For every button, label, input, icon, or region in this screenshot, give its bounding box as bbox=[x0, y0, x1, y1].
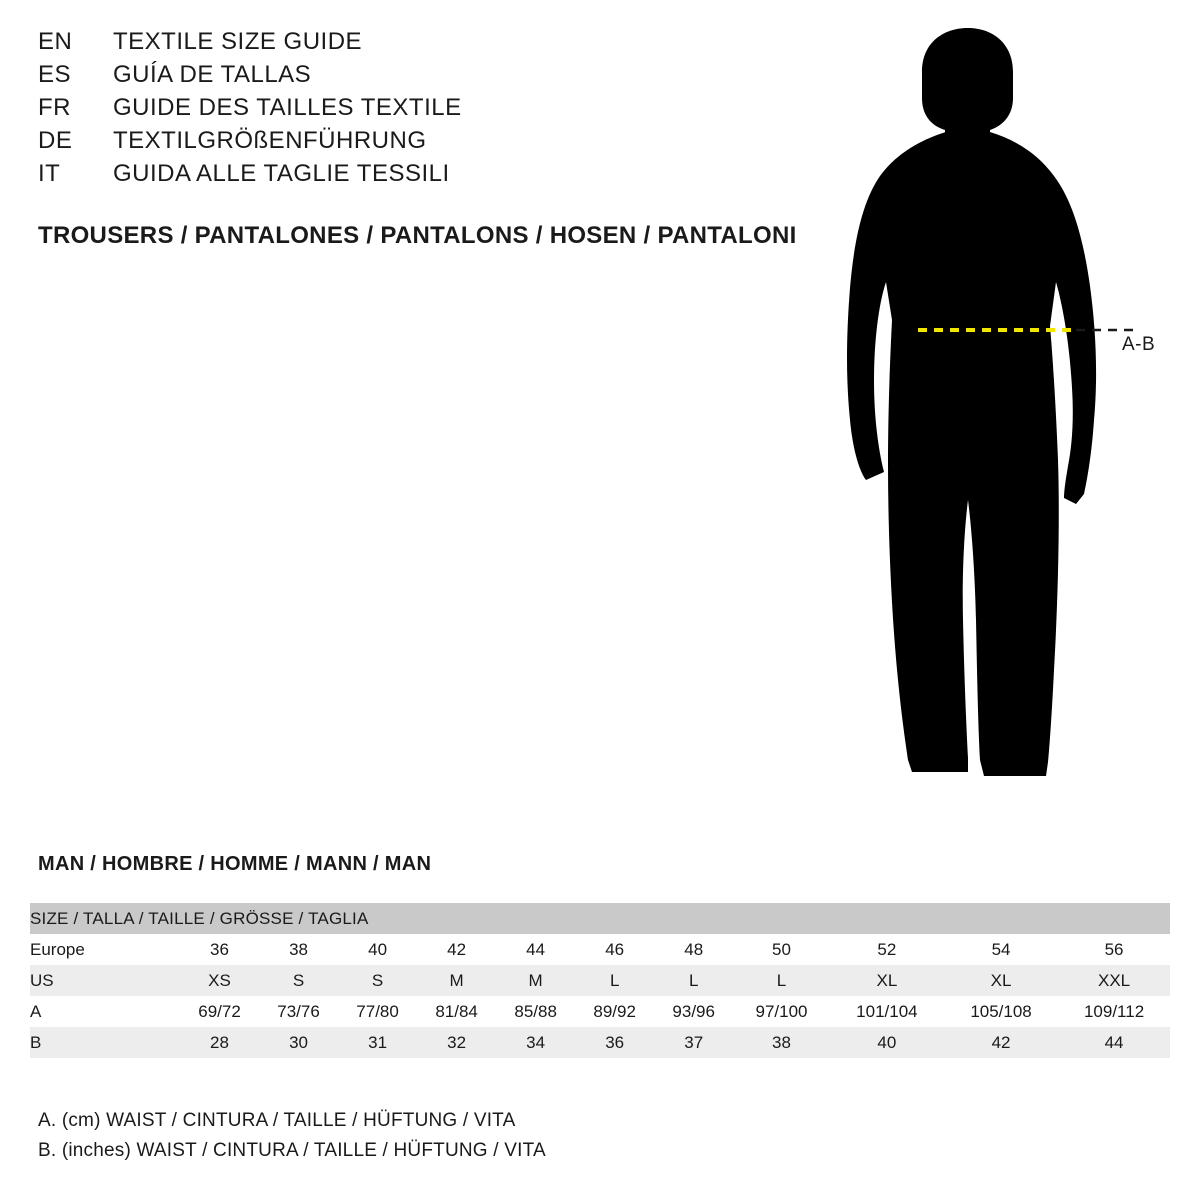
cell-value: L bbox=[654, 965, 733, 996]
cell-value: 31 bbox=[338, 1027, 417, 1058]
cell-value: 109/112 bbox=[1058, 996, 1170, 1027]
cell-value: 97/100 bbox=[733, 996, 830, 1027]
cell-value: 101/104 bbox=[830, 996, 944, 1027]
cell-value: 28 bbox=[180, 1027, 259, 1058]
table-row bbox=[30, 1027, 1170, 1058]
cell-value: 105/108 bbox=[944, 996, 1058, 1027]
language-code: ES bbox=[38, 61, 72, 88]
cell-value: 40 bbox=[830, 1027, 944, 1058]
cell-value: 54 bbox=[944, 934, 1058, 965]
language-text: TEXTILGRÖßENFÜHRUNG bbox=[113, 127, 427, 154]
table-header-row bbox=[30, 903, 1170, 934]
cell-value: L bbox=[575, 965, 654, 996]
cell-value: 34 bbox=[496, 1027, 575, 1058]
cell-value: 44 bbox=[1058, 1027, 1170, 1058]
cell-value: XS bbox=[180, 965, 259, 996]
footnote-b: B. (inches) WAIST / CINTURA / TAILLE / HÜFTUNG / VITA bbox=[38, 1140, 546, 1161]
cell-value: S bbox=[338, 965, 417, 996]
cell-value: 73/76 bbox=[259, 996, 338, 1027]
cell-value: 89/92 bbox=[575, 996, 654, 1027]
language-code: FR bbox=[38, 94, 71, 121]
table-row bbox=[30, 965, 1170, 996]
cell-value: 46 bbox=[575, 934, 654, 965]
language-text: GUÍA DE TALLAS bbox=[113, 61, 312, 88]
cell-value: 81/84 bbox=[417, 996, 496, 1027]
language-code: IT bbox=[38, 160, 61, 187]
table-row bbox=[30, 996, 1170, 1027]
cell-value: 42 bbox=[417, 934, 496, 965]
table-row bbox=[30, 934, 1170, 965]
language-text: TEXTILE SIZE GUIDE bbox=[113, 28, 363, 55]
language-text: GUIDA ALLE TAGLIE TESSILI bbox=[113, 160, 450, 187]
language-list bbox=[38, 28, 798, 193]
table-header-label: SIZE / TALLA / TAILLE / GRÖSSE / TAGLIA bbox=[30, 903, 1170, 934]
cell-value: 36 bbox=[575, 1027, 654, 1058]
footnote-a: A. (cm) WAIST / CINTURA / TAILLE / HÜFTUNG / VITA bbox=[38, 1110, 516, 1131]
language-code: DE bbox=[38, 127, 73, 154]
cell-value: 40 bbox=[338, 934, 417, 965]
figure-illustration bbox=[800, 20, 1200, 810]
cell-value: XL bbox=[830, 965, 944, 996]
measure-label-ab: A-B bbox=[1122, 334, 1156, 355]
cell-value: 32 bbox=[417, 1027, 496, 1058]
cell-value: 44 bbox=[496, 934, 575, 965]
cell-value: 77/80 bbox=[338, 996, 417, 1027]
language-row bbox=[38, 94, 798, 127]
cell-value: 85/88 bbox=[496, 996, 575, 1027]
cell-value: L bbox=[733, 965, 830, 996]
row-label: B bbox=[30, 1027, 180, 1058]
language-row bbox=[38, 127, 798, 160]
cell-value: 38 bbox=[733, 1027, 830, 1058]
cell-value: 42 bbox=[944, 1027, 1058, 1058]
cell-value: 50 bbox=[733, 934, 830, 965]
table-section-title: MAN / HOMBRE / HOMME / MANN / MAN bbox=[38, 853, 432, 875]
size-table bbox=[30, 903, 1170, 1058]
row-label: A bbox=[30, 996, 180, 1027]
cell-value: 30 bbox=[259, 1027, 338, 1058]
row-label: Europe bbox=[30, 934, 180, 965]
cell-value: 48 bbox=[654, 934, 733, 965]
cell-value: XXL bbox=[1058, 965, 1170, 996]
language-code: EN bbox=[38, 28, 73, 55]
cell-value: 56 bbox=[1058, 934, 1170, 965]
language-row bbox=[38, 160, 798, 193]
cell-value: S bbox=[259, 965, 338, 996]
cell-value: M bbox=[496, 965, 575, 996]
cell-value: 38 bbox=[259, 934, 338, 965]
cell-value: XL bbox=[944, 965, 1058, 996]
cell-value: M bbox=[417, 965, 496, 996]
cell-value: 52 bbox=[830, 934, 944, 965]
cell-value: 37 bbox=[654, 1027, 733, 1058]
language-row bbox=[38, 61, 798, 94]
garment-type-line: TROUSERS / PANTALONES / PANTALONS / HOSEN / PANTALONI bbox=[38, 222, 797, 249]
cell-value: 36 bbox=[180, 934, 259, 965]
language-text: GUIDE DES TAILLES TEXTILE bbox=[113, 94, 462, 121]
footnotes bbox=[38, 1110, 546, 1170]
man-silhouette-icon bbox=[800, 20, 1200, 810]
cell-value: 69/72 bbox=[180, 996, 259, 1027]
row-label: US bbox=[30, 965, 180, 996]
language-row bbox=[38, 28, 798, 61]
cell-value: 93/96 bbox=[654, 996, 733, 1027]
